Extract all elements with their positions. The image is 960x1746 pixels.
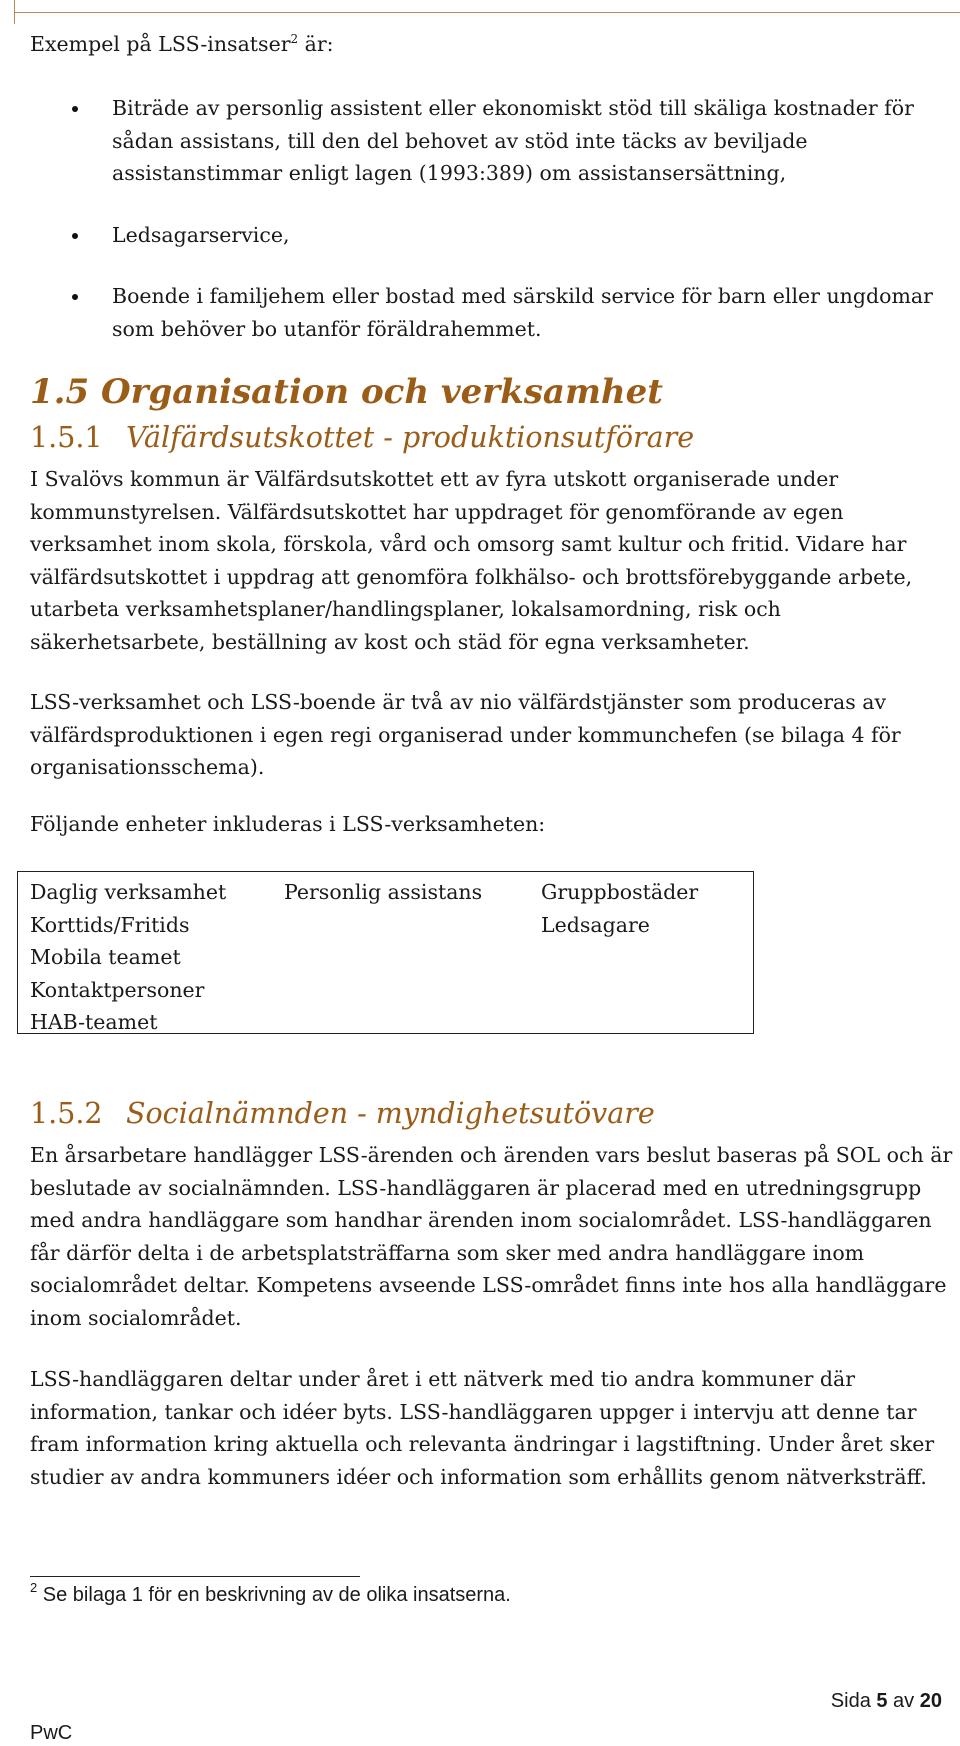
footer-org: PwC [30,1722,73,1744]
subsection-heading [30,420,694,456]
paragraph: Följande enheter inkluderas i LSS-verksamheten: [30,812,546,836]
footnote [30,1580,511,1610]
bullet-icon [72,233,78,239]
paragraph: I Svalövs kommun är Välfärdsutskottet ett av fyra utskott organiserade under kommunstyrelsen. Välfärdsutskottet har uppdraget för genomförande av egen verksamhet inom skola, förskola, vård och omsorg samt kultur och fritid. Vidare har välfärdsutskottet i uppdrag att genomföra folkhälso- och brottsförebyggande arbete, utarbeta verksamhetsplaner/handlingsplaner, lokalsamordning, risk och säkerhetsarbete, beställning av kost och städ för egna verksamheter. [30,467,913,654]
unit-label: Daglig verksamhet [30,880,227,904]
page-number: Sida 5 av 20 [830,1690,942,1712]
unit-label: Mobila teamet [30,945,181,969]
bullet-list [0,92,960,374]
subsection-number: 1.5.2 [30,1097,103,1130]
bullet-icon [72,294,78,300]
unit-label: Kontaktpersoner [30,977,205,1002]
list-item: Boende i familjehem eller bostad med särskild service för barn eller ungdomar som behöver bo utanför föräldrahemmet. [0,280,960,345]
subsection-heading [30,1096,655,1132]
unit-label: HAB-teamet [30,1010,158,1034]
subsection-title: Socialnämnden - myndighetsutövare [126,1097,655,1130]
unit-label: Korttids/Fritids [30,912,190,937]
unit-label: Personlig assistans [284,880,483,904]
intro-line: Exempel på LSS-insatser$^2$ är: [30,32,334,56]
units-table [17,871,754,1034]
bullet-icon [72,106,78,112]
units-column [541,876,698,941]
subsection-number: 1.5.1 [30,421,103,454]
footnote-ref[interactable]: 2 [290,32,299,46]
unit-label: Gruppbostäder [541,880,699,904]
section-heading: 1.5 Organisation och verksamhet [30,372,663,412]
unit-label: Ledsagare [541,912,650,937]
units-column [284,876,482,909]
paragraph: LSS-handläggaren deltar under året i ett nätverk med tio andra kommuner där information, tankar och idéer byts. LSS-handläggaren uppger i intervju att denne tar fram information kring aktuella och relevanta ändringar i lagstiftning. Under året sker studier av andra kommuners idéer och information som erhållits genom nätverksträff. [30,1367,935,1489]
list-item: Biträde av personlig assistent eller ekonomiskt stöd till skäliga kostnader för sådan assistans, till den del behovet av stöd inte täcks av beviljade assistanstimmar enligt lagen (1993:389) om assistansersättning, [0,92,960,190]
subsection-title: Välfärdsutskottet - produktionsutförare [126,421,695,454]
list-item: Ledsagarservice, [0,219,960,252]
paragraph: En årsarbetare handlägger LSS-ärenden och ärenden vars beslut baseras på SOL och är beslutade av socialnämnden. LSS-handläggaren är placerad med en utredningsgrupp med andra handläggare som handhar ärenden inom socialområdet. LSS-handläggaren får därför delta i de arbetsplatsträffarna som sker med andra handläggare inom socialområdet deltar. Kompetens avseende LSS-området finns inte hos alla handläggare inom socialområdet. [30,1143,953,1330]
footnote-separator [30,1576,360,1577]
footnote-mark: 2 [30,1580,38,1595]
footnote-text: Se bilaga 1 för en beskrivning av de olika insatserna. [37,1584,511,1606]
units-column [30,876,226,1039]
paragraph: LSS-verksamhet och LSS-boende är två av nio välfärdstjänster som produceras av välfärdsproduktionen i egen regi organiserad under kommunchefen (se bilaga 4 för organisationsschema). [30,690,901,779]
header-rule [14,12,960,13]
